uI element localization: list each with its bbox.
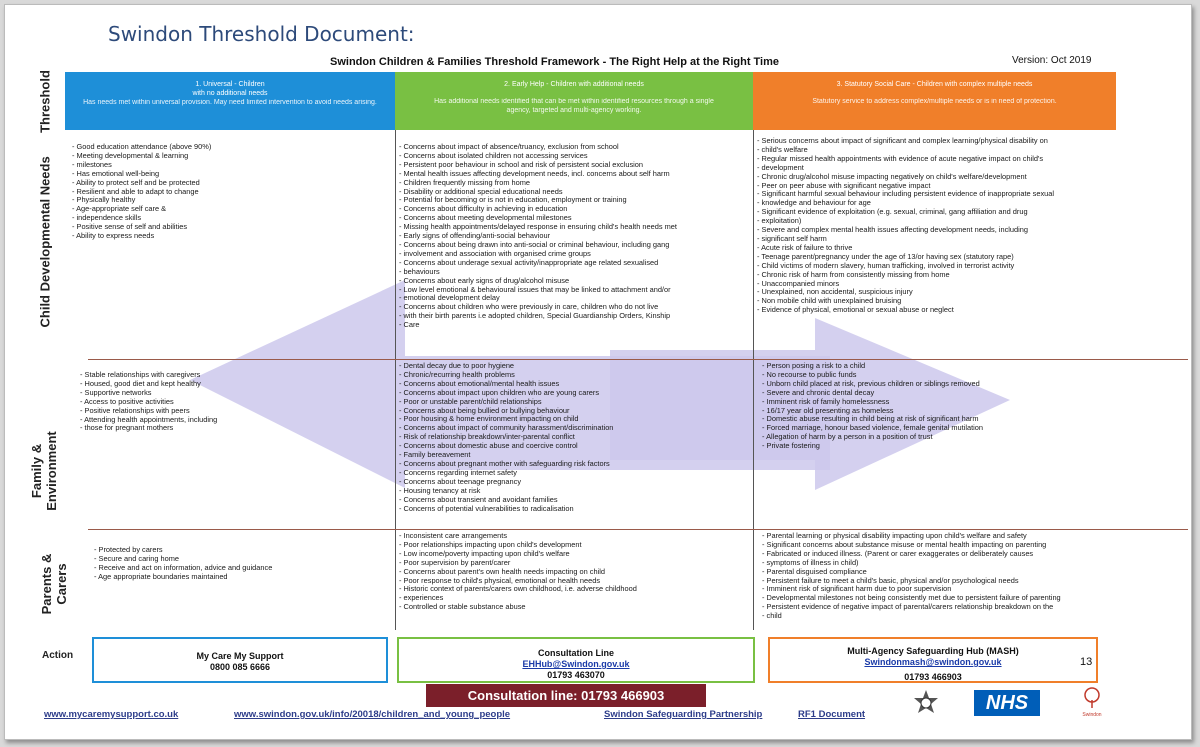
header-universal <box>65 72 395 130</box>
list-item: - Secure and caring home <box>94 555 272 564</box>
list-item: - significant self harm <box>757 235 1054 244</box>
action-early-help-phone: 01793 463070 <box>547 670 605 680</box>
list-item: - Ability to express needs <box>72 232 211 241</box>
list-item: - Historic context of parents/carers own childhood, i.e. adverse childhood <box>399 585 637 594</box>
header-statutory <box>753 72 1116 130</box>
row-divider-1 <box>88 359 1188 360</box>
list-item: - Attending health appointments, including <box>80 416 217 425</box>
row-divider-2 <box>88 529 1188 530</box>
list-item: - behaviours <box>399 268 677 277</box>
list-item: - Supportive networks <box>80 389 217 398</box>
list-item: - Inconsistent care arrangements <box>399 532 637 541</box>
list-item: - Concerns about transient and avoidant families <box>399 496 613 505</box>
list-item: - Poor relationships impacting upon child's development <box>399 541 637 550</box>
list-item: - Persistent poor behaviour in school and risk of persistent social exclusion <box>399 161 677 170</box>
action-box-statutory <box>768 637 1098 683</box>
row-label-family <box>29 426 61 516</box>
row-label-parents-line1: Parents & <box>39 553 54 615</box>
list-item: - Low income/poverty impacting upon child's welfare <box>399 550 637 559</box>
list-item: - Chronic drug/alcohol misuse impacting negatively on child's welfare/development <box>757 173 1054 182</box>
list-item: - Concerns about being drawn into anti-social or criminal behaviour, including gang <box>399 241 677 250</box>
list-item: - Positive relationships with peers <box>80 407 217 416</box>
list-item: - knowledge and behaviour for age <box>757 199 1054 208</box>
list-item: - Persistent evidence of negative impact of parental/carers relationship breakdown on the <box>762 603 1061 612</box>
parents-universal-list <box>94 546 272 582</box>
list-item: - 16/17 year old presenting as homeless <box>762 407 983 416</box>
list-item: - Fabricated or induced illness. (Parent or carer exaggerates or deliberately causes <box>762 550 1061 559</box>
row-label-parents <box>39 549 71 619</box>
list-item: - Positive sense of self and abilities <box>72 223 211 232</box>
action-statutory-email-link[interactable]: Swindonmash@swindon.gov.uk <box>864 657 1002 667</box>
tree-icon <box>1080 686 1104 710</box>
action-box-universal <box>92 637 388 683</box>
consultation-banner: Consultation line: 01793 466903 <box>426 684 706 707</box>
list-item: - Concerns of potential vulnerabilities to radicalisation <box>399 505 613 514</box>
page-number: 13 <box>1080 656 1093 668</box>
header-universal-sub: Has needs met within universal provision. May need limited intervention to avoid needs arising. <box>83 99 377 106</box>
list-item: - Private fostering <box>762 442 983 451</box>
list-item: - emotional development delay <box>399 294 677 303</box>
list-item: - Physically healthy <box>72 196 211 205</box>
footer-link-rf1-document[interactable]: RF1 Document <box>798 709 866 720</box>
parents-early-help-list <box>399 532 637 612</box>
column-divider-2 <box>753 130 754 630</box>
list-item: - Controlled or stable substance abuse <box>399 603 637 612</box>
list-item: - Low level emotional & behavioural issues that may be linked to attachment and/or <box>399 286 677 295</box>
list-item: - Unexplained, non accidental, suspicious injury <box>757 288 1054 297</box>
footer-link-safeguarding-partnership[interactable]: Swindon Safeguarding Partnership <box>604 709 763 720</box>
action-universal-phone: 0800 085 6666 <box>209 662 271 672</box>
list-item: - Unborn child placed at risk, previous children or siblings removed <box>762 380 983 389</box>
list-item: - Age appropriate boundaries maintained <box>94 573 272 582</box>
list-item: - Care <box>399 321 677 330</box>
list-item: - Peer on peer abuse with significant negative impact <box>757 182 1054 191</box>
list-item: - Concerns about early signs of drug/alcohol misuse <box>399 277 677 286</box>
action-early-help-name: Consultation Line <box>538 648 614 658</box>
list-item: - Mental health issues affecting development needs, incl. concerns about self harm <box>399 170 677 179</box>
list-item: - Concerns about difficulty in achieving in education <box>399 205 677 214</box>
list-item: - Significant concerns about substance misuse or mental health impacting on parenting <box>762 541 1061 550</box>
list-item: - independence skills <box>72 214 211 223</box>
action-box-early-help <box>397 637 755 683</box>
row-label-threshold: Threshold <box>37 70 53 133</box>
list-item: - Resilient and able to adapt to change <box>72 188 211 197</box>
list-item: - Concerns about impact upon children who are young carers <box>399 389 613 398</box>
header-early-help <box>395 72 753 130</box>
header-early-help-sub: Has additional needs identified that can be met within identified resources through a single agency, targeted and multi-agency working. <box>434 98 714 114</box>
list-item: - Parental learning or physical disability impacting upon child's welfare and safety <box>762 532 1061 541</box>
list-item: - Has emotional well-being <box>72 170 211 179</box>
list-item: - Ability to protect self and be protected <box>72 179 211 188</box>
list-item: - Missing health appointments/delayed response in ensuring child's health needs met <box>399 223 677 232</box>
list-item: - Poor response to child's physical, emotional or health needs <box>399 577 637 586</box>
document-title: Swindon Threshold Document: <box>108 22 415 46</box>
list-item: - Concerns about teenage pregnancy <box>399 478 613 487</box>
list-item: - Concerns about domestic abuse and coercive control <box>399 442 613 451</box>
sens-logo-text: Swindon <box>1082 712 1102 718</box>
list-item: - Age-appropriate self care & <box>72 205 211 214</box>
list-item: - experiences <box>399 594 637 603</box>
list-item: - Disability or additional special educational needs <box>399 188 677 197</box>
list-item: - Protected by carers <box>94 546 272 555</box>
header-early-help-title: 2. Early Help - Children with additional needs <box>504 81 644 88</box>
list-item: - Poor or unstable parent/child relationships <box>399 398 613 407</box>
framework-subtitle: Swindon Children & Families Threshold Framework - The Right Help at the Right Time <box>330 56 780 68</box>
list-item: - with their birth parents i.e adopted children, Special Guardianship Orders, Kinship <box>399 312 677 321</box>
list-item: - Chronic/recurring health problems <box>399 371 613 380</box>
footer-link-swindon-children[interactable]: www.swindon.gov.uk/info/20018/children_and_young_people <box>234 709 511 720</box>
list-item: - Developmental milestones not being consistently met due to persistent failure of parenting <box>762 594 1061 603</box>
header-universal-line2: with no additional needs <box>192 90 268 97</box>
list-item: - symptoms of illness in child) <box>762 559 1061 568</box>
family-early-help-list <box>399 362 613 513</box>
list-item: - Concerns about children who were previously in care, children who do not live <box>399 303 677 312</box>
list-item: - Stable relationships with caregivers <box>80 371 217 380</box>
row-label-action: Action <box>42 650 74 661</box>
action-universal-name: My Care My Support <box>196 651 284 661</box>
header-statutory-sub: Statutory service to address complex/multiple needs or is in need of protection. <box>812 98 1057 105</box>
list-item: - Forced marriage, honour based violence, female genital mutilation <box>762 424 983 433</box>
row-label-child-dev: Child Developmental Needs <box>37 156 53 328</box>
header-statutory-title: 3. Statutory Social Care - Children with complex multiple needs <box>836 81 1033 88</box>
list-item: - Good education attendance (above 90%) <box>72 143 211 152</box>
list-item: - Child victims of modern slavery, human trafficking, involved in terrorist activity <box>757 262 1054 271</box>
version-label: Version: Oct 2019 <box>1012 55 1092 66</box>
list-item: - child's welfare <box>757 146 1054 155</box>
action-statutory-name: Multi-Agency Safeguarding Hub (MASH) <box>847 646 1019 656</box>
list-item: - Concerns about being bullied or bullying behaviour <box>399 407 613 416</box>
list-item: - Meeting developmental & learning <box>72 152 211 161</box>
list-item: - Person posing a risk to a child <box>762 362 983 371</box>
list-item: - milestones <box>72 161 211 170</box>
child-dev-early-help-list <box>399 143 677 330</box>
list-item: - Significant evidence of exploitation (e.g. sexual, criminal, gang affiliation and drug <box>757 208 1054 217</box>
list-item: - Non mobile child with unexplained bruising <box>757 297 1054 306</box>
list-item: - involvement and association with organised crime groups <box>399 250 677 259</box>
list-item: - Children frequently missing from home <box>399 179 677 188</box>
list-item: - Allegation of harm by a person in a position of trust <box>762 433 983 442</box>
child-dev-statutory-list <box>757 137 1054 315</box>
list-item: - Poor supervision by parent/carer <box>399 559 637 568</box>
list-item: - exploitation) <box>757 217 1054 226</box>
list-item: - Imminent risk of significant harm due to poor supervision <box>762 585 1061 594</box>
list-item: - Regular missed health appointments with evidence of acute negative impact on child's <box>757 155 1054 164</box>
column-divider-1 <box>395 130 396 630</box>
nhs-logo: NHS <box>974 690 1040 716</box>
list-item: - Parental disguised compliance <box>762 568 1061 577</box>
family-statutory-list <box>762 362 983 451</box>
family-universal-list <box>80 371 217 433</box>
sens-logo <box>1072 686 1112 720</box>
list-item: - Severe and chronic dental decay <box>762 389 983 398</box>
list-item: - Evidence of physical, emotional or sexual abuse or neglect <box>757 306 1054 315</box>
list-item: - Risk of relationship breakdown/inter-parental conflict <box>399 433 613 442</box>
list-item: - child <box>762 612 1061 621</box>
row-label-family-line1: Family & <box>29 443 44 499</box>
list-item: - Concerns about isolated children not accessing services <box>399 152 677 161</box>
list-item: - Concerns about parent's own health needs impacting on child <box>399 568 637 577</box>
list-item: - Teenage parent/pregnancy under the age of 13/or having sex (statutory rape) <box>757 253 1054 262</box>
list-item: - Domestic abuse resulting in child being at risk of significant harm <box>762 415 983 424</box>
list-item: - Concerns about underage sexual activity/inappropriate age related sexualised <box>399 259 677 268</box>
row-label-family-line2: Environment <box>44 431 59 511</box>
list-item: - Early signs of offending/anti-social behaviour <box>399 232 677 241</box>
list-item: - Imminent risk of family homelessness <box>762 398 983 407</box>
list-item: - Severe and complex mental health issues affecting development needs, including <box>757 226 1054 235</box>
parents-statutory-list <box>762 532 1061 621</box>
list-item: - Dental decay due to poor hygiene <box>399 362 613 371</box>
list-item: - Housing tenancy at risk <box>399 487 613 496</box>
list-item: - No recourse to public funds <box>762 371 983 380</box>
child-dev-universal-list <box>72 143 211 241</box>
list-item: - Serious concerns about impact of significant and complex learning/physical disability on <box>757 137 1054 146</box>
list-item: - Receive and act on information, advice and guidance <box>94 564 272 573</box>
list-item: - Acute risk of failure to thrive <box>757 244 1054 253</box>
list-item: - Unaccompanied minors <box>757 280 1054 289</box>
list-item: - Concerns regarding internet safety <box>399 469 613 478</box>
list-item: - Poor housing & home environment impacting on child <box>399 415 613 424</box>
list-item: - Housed, good diet and kept healthy <box>80 380 217 389</box>
list-item: - Significant harmful sexual behaviour including persistent evidence of inappropriate sexual <box>757 190 1054 199</box>
list-item: - Access to positive activities <box>80 398 217 407</box>
list-item: - Concerns about pregnant mother with safeguarding risk factors <box>399 460 613 469</box>
list-item: - Family bereavement <box>399 451 613 460</box>
list-item: - Potential for becoming or is not in education, employment or training <box>399 196 677 205</box>
list-item: - Concerns about impact of community harassment/discrimination <box>399 424 613 433</box>
list-item: - development <box>757 164 1054 173</box>
police-crest-icon <box>910 688 942 720</box>
list-item: - Chronic risk of harm from consistently missing from home <box>757 271 1054 280</box>
action-statutory-phone: 01793 466903 <box>904 672 962 682</box>
list-item: - Concerns about emotional/mental health issues <box>399 380 613 389</box>
row-label-parents-line2: Carers <box>54 563 69 605</box>
list-item: - those for pregnant mothers <box>80 424 217 433</box>
list-item: - Concerns about impact of absence/truancy, exclusion from school <box>399 143 677 152</box>
header-universal-title: 1. Universal - Children <box>195 81 265 88</box>
action-early-help-email-link[interactable]: EHHub@Swindon.gov.uk <box>522 659 630 669</box>
list-item: - Persistent failure to meet a child's basic, physical and/or psychological needs <box>762 577 1061 586</box>
list-item: - Concerns about meeting developmental milestones <box>399 214 677 223</box>
footer-link-mycaremysupport[interactable]: www.mycaremysupport.co.uk <box>44 709 179 720</box>
